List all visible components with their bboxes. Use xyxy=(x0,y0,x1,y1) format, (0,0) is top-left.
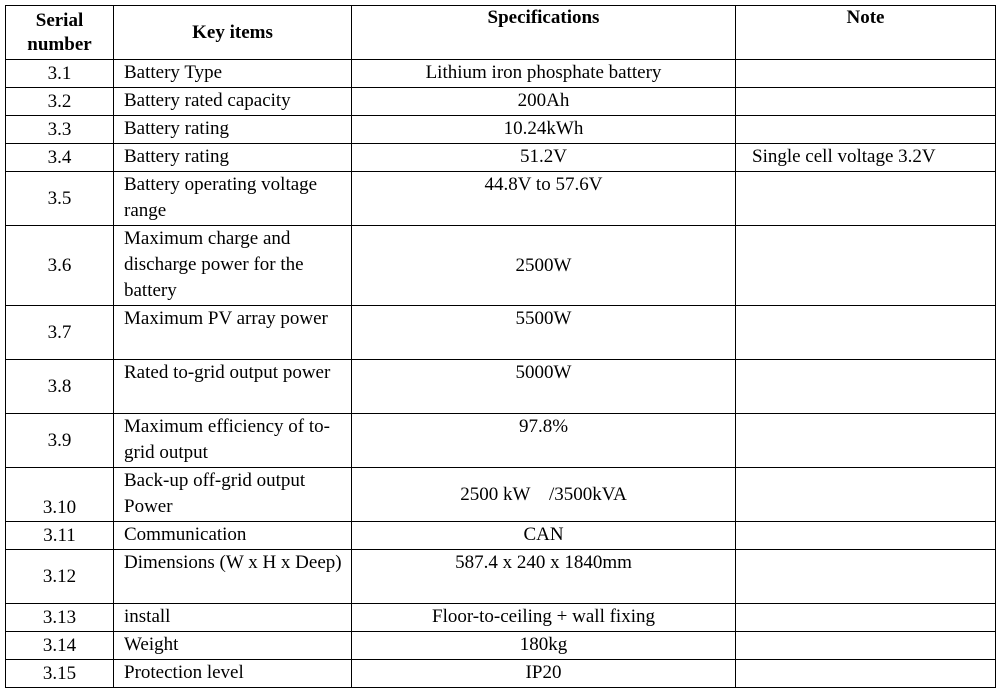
note-cell xyxy=(736,226,996,306)
item-cell: Communication xyxy=(114,522,352,550)
spec-cell: CAN xyxy=(352,522,736,550)
spec-cell: 180kg xyxy=(352,632,736,660)
note-cell xyxy=(736,632,996,660)
spec-cell: 5000W xyxy=(352,360,736,414)
table-row xyxy=(6,360,996,414)
serial-cell: 3.14 xyxy=(6,632,114,660)
serial-cell: 3.4 xyxy=(6,144,114,172)
item-cell: Dimensions (W x H x Deep) xyxy=(114,550,352,604)
item-cell: Back-up off-grid output Power xyxy=(114,468,352,522)
header-specifications: Specifications xyxy=(352,6,736,60)
note-cell xyxy=(736,172,996,226)
note-cell xyxy=(736,306,996,360)
note-cell xyxy=(736,468,996,522)
table-row xyxy=(6,414,996,468)
table-row xyxy=(6,632,996,660)
specifications-table xyxy=(5,5,996,688)
table-row xyxy=(6,522,996,550)
serial-cell: 3.10 xyxy=(6,468,114,522)
spec-cell: 200Ah xyxy=(352,88,736,116)
item-cell: Battery rating xyxy=(114,144,352,172)
table-row xyxy=(6,226,996,306)
serial-cell: 3.3 xyxy=(6,116,114,144)
item-cell: Protection level xyxy=(114,660,352,688)
spec-cell: 587.4 x 240 x 1840mm xyxy=(352,550,736,604)
item-cell: install xyxy=(114,604,352,632)
table-row xyxy=(6,116,996,144)
serial-cell: 3.7 xyxy=(6,306,114,360)
header-key-items: Key items xyxy=(114,6,352,60)
note-cell xyxy=(736,88,996,116)
table-row xyxy=(6,604,996,632)
item-cell: Battery Type xyxy=(114,60,352,88)
table-row xyxy=(6,550,996,604)
spec-cell: 5500W xyxy=(352,306,736,360)
note-cell xyxy=(736,522,996,550)
table-row xyxy=(6,144,996,172)
item-cell: Maximum charge and discharge power for the battery xyxy=(114,226,352,306)
item-cell: Maximum efficiency of to-grid output xyxy=(114,414,352,468)
item-cell: Battery operating voltage range xyxy=(114,172,352,226)
table-row xyxy=(6,172,996,226)
note-cell xyxy=(736,604,996,632)
serial-cell: 3.8 xyxy=(6,360,114,414)
spec-cell: 51.2V xyxy=(352,144,736,172)
serial-cell: 3.12 xyxy=(6,550,114,604)
note-cell xyxy=(736,60,996,88)
note-cell xyxy=(736,660,996,688)
spec-cell: 97.8% xyxy=(352,414,736,468)
spec-cell: 2500W xyxy=(352,226,736,306)
spec-cell: 2500 kW /3500kVA xyxy=(352,468,736,522)
item-cell: Weight xyxy=(114,632,352,660)
table-row xyxy=(6,660,996,688)
item-cell: Maximum PV array power xyxy=(114,306,352,360)
header-note: Note xyxy=(736,6,996,60)
item-cell: Battery rated capacity xyxy=(114,88,352,116)
table-row xyxy=(6,468,996,522)
spec-cell: Floor-to-ceiling + wall fixing xyxy=(352,604,736,632)
spec-cell: 10.24kWh xyxy=(352,116,736,144)
header-serial-number: Serial number xyxy=(6,6,114,60)
header-row xyxy=(6,6,996,60)
note-cell: Single cell voltage 3.2V xyxy=(736,144,996,172)
spec-cell: IP20 xyxy=(352,660,736,688)
note-cell xyxy=(736,116,996,144)
spec-cell: Lithium iron phosphate battery xyxy=(352,60,736,88)
serial-cell: 3.1 xyxy=(6,60,114,88)
spec-cell: 44.8V to 57.6V xyxy=(352,172,736,226)
note-cell xyxy=(736,414,996,468)
table-row xyxy=(6,60,996,88)
serial-cell: 3.5 xyxy=(6,172,114,226)
table-row xyxy=(6,306,996,360)
serial-cell: 3.15 xyxy=(6,660,114,688)
serial-cell: 3.13 xyxy=(6,604,114,632)
serial-cell: 3.2 xyxy=(6,88,114,116)
note-cell xyxy=(736,550,996,604)
item-cell: Battery rating xyxy=(114,116,352,144)
note-cell xyxy=(736,360,996,414)
serial-cell: 3.11 xyxy=(6,522,114,550)
serial-cell: 3.6 xyxy=(6,226,114,306)
serial-cell: 3.9 xyxy=(6,414,114,468)
item-cell: Rated to-grid output power xyxy=(114,360,352,414)
table-row xyxy=(6,88,996,116)
